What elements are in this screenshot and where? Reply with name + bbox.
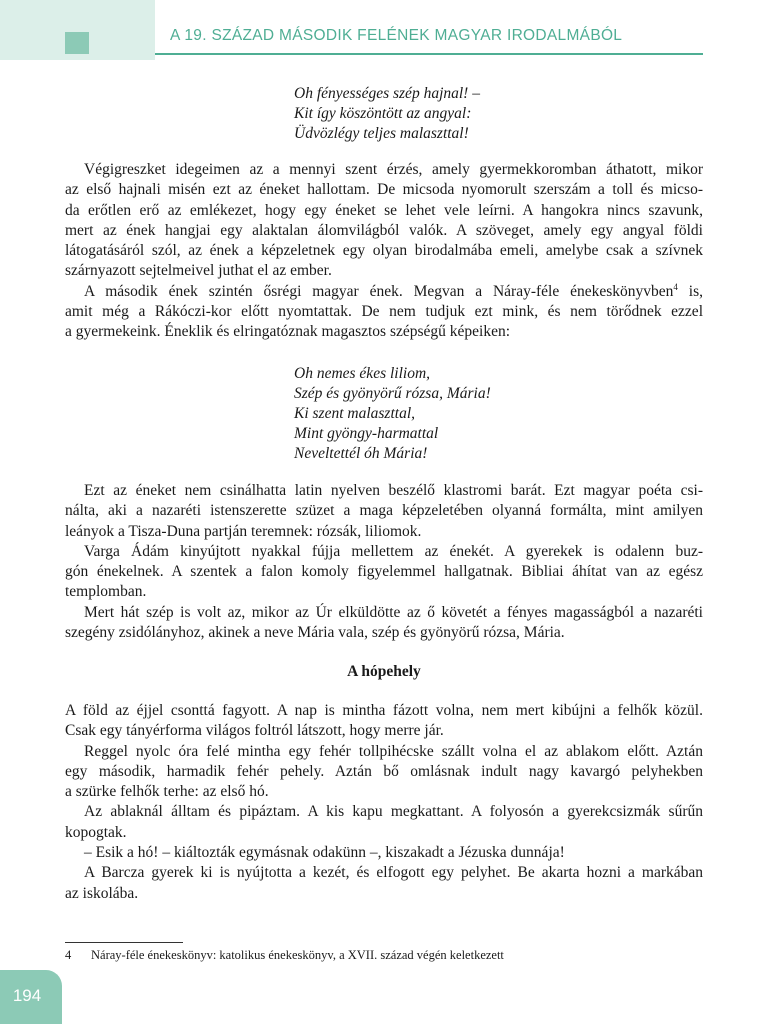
text-line: kopogtak.: [65, 823, 127, 841]
header-rule: [155, 53, 703, 55]
text-line: mert az ének hangjai egy alaktalan álomvilágból valók. A szöveget, amely egy angyal földi: [65, 221, 703, 239]
text-line: Reggel nyolc óra felé mintha egy fehér tollpihécske szállt volna el az ablakom előtt. Aztán: [84, 742, 703, 760]
poem-line: Ki szent malaszttal,: [294, 405, 416, 422]
text-line: az iskolába.: [65, 884, 139, 902]
text-line: gón énekelnek. A szentek a falon komoly figyelemmel hallgatnak. Bibliai áhítat van az egész: [65, 563, 703, 581]
text-line-part: A második ének szintén ősrégi magyar ének. Megvan a Náray-féle énekeskönyvben: [84, 282, 674, 300]
text-line: a gyermekeink. Éneklik és elringatóznak magasztos szépségű képeiken:: [65, 323, 511, 341]
text-line: Az ablaknál álltam és pipáztam. A kis kapu megkattant. A folyosón a gyerekcsizmák sűrűn: [84, 803, 703, 821]
poem-line: Üdvözlégy teljes malaszttal!: [294, 125, 469, 142]
page-number: 194: [12, 986, 42, 1005]
footnote-number: 4: [65, 948, 72, 962]
text-line: Csak egy tányérforma világos foltról látszott, hogy merre jár.: [65, 722, 444, 740]
footnote-text: Náray-féle énekeskönyv: katolikus énekeskönyv, a XVII. század végén keletkezett: [91, 948, 504, 962]
text-line: az első hajnali misén ezt az éneket hallottam. De micsoda nyomorult szerszám a toll és micso-: [65, 181, 703, 199]
text-line: A föld az éjjel csonttá fagyott. A nap is mintha fázott volna, nem mert kibújni a felhők közül.: [65, 702, 703, 719]
poem-line: Szép és gyönyörű rózsa, Mária!: [294, 385, 491, 402]
footnote-rule: [65, 942, 183, 943]
text-line: – Esik a hó! – kiáltozták egymásnak odakünn –, kiszakadt a Jézuska dunnája!: [84, 844, 565, 862]
text-line: szegény zsidólányhoz, akinek a neve Mária vala, szép és gyönyörű rózsa, Mária.: [65, 624, 565, 642]
text-line: egy második, harmadik fehér pehely. Aztán bő omlásnak indult nagy kavargó pelyhekben: [65, 762, 703, 780]
section-subheading: A hópehely: [347, 663, 421, 680]
text-line: látogatásáról szól, az ének a képzeletnek egy olyan birodalmába emeli, amelybe csak a szívnek: [65, 242, 703, 260]
text-line: amit még a Rákóczi-kor előtt nyomtattak. De nem tudjuk ezt mink, és nem törődnek ezzel: [65, 303, 703, 321]
text-line-with-footnote: [65, 282, 703, 302]
poem-stanza-1: [294, 84, 480, 144]
poem-line: Oh nemes ékes liliom,: [294, 365, 431, 382]
header-square-marker: [65, 32, 89, 54]
text-line: nálta, aki a nazaréti istenszerette szüzet a maga képzeletében olyanná formálta, mint amilyen: [65, 502, 703, 520]
text-line: templomban.: [65, 583, 147, 601]
poem-line: Oh fényességes szép hajnal! –: [294, 85, 480, 102]
text-line: Varga Ádám kinyújtott nyakkal fújja mellettem az énekét. A gyerekek is odalenn buz-: [84, 542, 703, 560]
body-section-2: [65, 481, 703, 643]
poem-line: Kit így köszöntött az angyal:: [294, 105, 472, 122]
text-line: leányok a Tisza-Duna partján teremnek: rózsák, liliomok.: [65, 522, 422, 540]
poem-line: Neveltettél óh Mária!: [294, 445, 428, 462]
text-line: a szürke felhők terhe: az első hó.: [65, 783, 269, 801]
text-line: Végigreszket idegeimen az a mennyi szent érzés, amely gyermekkoromban áthatott, mikor: [84, 161, 703, 178]
running-header-title: A 19. SZÁZAD MÁSODIK FELÉNEK MAGYAR IRODALMÁBÓL: [170, 27, 623, 44]
text-line: Mert hát szép is volt az, mikor az Úr elküldötte az ő követét a fényes magasságból a nazaréti: [84, 603, 703, 621]
text-line: Ezt az éneket nem csinálhatta latin nyelven beszélő klastromi barát. Ezt magyar poéta csi-: [84, 482, 703, 499]
footnote-reference[interactable]: 4: [673, 281, 678, 292]
body-section-1: [65, 160, 703, 343]
body-section-3: [65, 701, 703, 904]
text-line-part: is,: [688, 282, 704, 300]
footnote: [65, 947, 504, 963]
poem-stanza-2: [294, 364, 491, 464]
text-line: A Barcza gyerek ki is nyújtotta a kezét, és elfogott egy pelyhet. Be akarta hozni a markában: [84, 864, 703, 882]
text-line: da erőtlen erő az emlékezet, hogy egy éneket se lehet vele leírni. A hangokra nincs szavunk,: [65, 201, 703, 219]
poem-line: Mint gyöngy-harmattal: [294, 425, 439, 442]
text-line: szárnyazott sejtelmeivel juthat el az ember.: [65, 262, 332, 280]
